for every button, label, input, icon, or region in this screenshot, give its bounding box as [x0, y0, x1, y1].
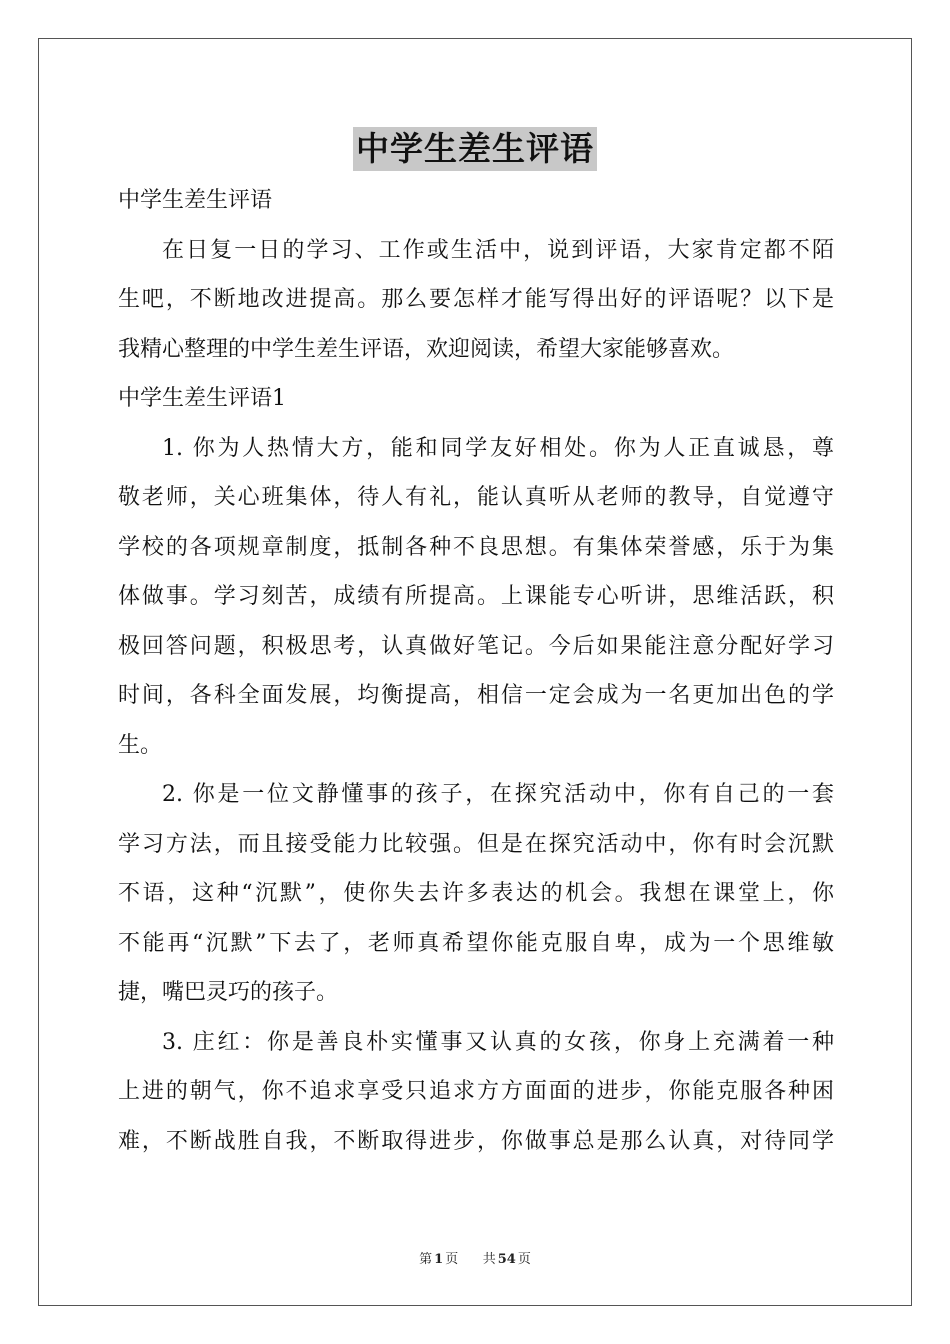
text-line: 极回答问题，积极思考，认真做好笔记。今后如果能注意分配好学习 — [118, 633, 834, 659]
page-footer — [0, 1248, 950, 1267]
text-line: 2. 你是一位文静懂事的孩子，在探究活动中，你有自己的一套 — [162, 782, 834, 807]
total-pages: 54 — [497, 1252, 516, 1267]
page-indicator — [417, 1252, 460, 1267]
text-line: 难，不断战胜自我，不断取得进步，你做事总是那么认真，对待同学 — [118, 1128, 834, 1154]
document-body — [118, 176, 834, 1166]
text-line: 敬老师，关心班集体，待人有礼，能认真听从老师的教导，自觉遵守 — [118, 485, 834, 510]
text-line: 捷，嘴巴灵巧的孩子。 — [118, 980, 339, 1005]
text-line: 1. 你为人热情大方，能和同学友好相处。你为人正直诚恳，尊 — [162, 435, 834, 461]
text-line: 时间，各科全面发展，均衡提高，相信一定会成为一名更加出色的学 — [118, 683, 834, 708]
text-line: 生吧，不断地改进提高。那么要怎样才能写得出好的评语呢？以下是 — [118, 287, 834, 312]
text-line: 上进的朝气，你不追求享受只追求方方面面的进步，你能克服各种困 — [118, 1079, 834, 1104]
total-prefix: 共 — [482, 1252, 496, 1267]
text-line: 中学生差生评语1 — [118, 386, 286, 411]
text-line: 3. 庄红：你是善良朴实懂事又认真的女孩，你身上充满着一种 — [162, 1029, 834, 1055]
text-line: 中学生差生评语 — [118, 188, 273, 213]
document-title: 中学生差生评语 — [353, 127, 597, 171]
total-indicator — [481, 1252, 533, 1267]
total-suffix: 页 — [517, 1252, 531, 1267]
page-suffix: 页 — [445, 1252, 459, 1267]
text-line: 不能再“沉默”下去了，老师真希望你能克服自卑，成为一个思维敏 — [118, 930, 834, 956]
text-line: 学校的各项规章制度，抵制各种不良思想。有集体荣誉感，乐于为集 — [118, 534, 834, 560]
text-line: 学习方法，而且接受能力比较强。但是在探究活动中，你有时会沉默 — [118, 831, 834, 857]
text-line: 体做事。学习刻苦，成绩有所提高。上课能专心听讲，思维活跃，积 — [118, 584, 834, 609]
text-line: 生。 — [118, 732, 163, 758]
page-number: 1 — [434, 1252, 444, 1267]
text-line: 不语，这种“沉默”，使你失去许多表达的机会。我想在课堂上，你 — [118, 881, 834, 906]
page-prefix: 第 — [419, 1252, 433, 1267]
title-container — [0, 127, 950, 171]
text-line: 我精心整理的中学生差生评语，欢迎阅读，希望大家能够喜欢。 — [118, 336, 735, 362]
text-line: 在日复一日的学习、工作或生活中，说到评语，大家肯定都不陌 — [162, 237, 834, 263]
